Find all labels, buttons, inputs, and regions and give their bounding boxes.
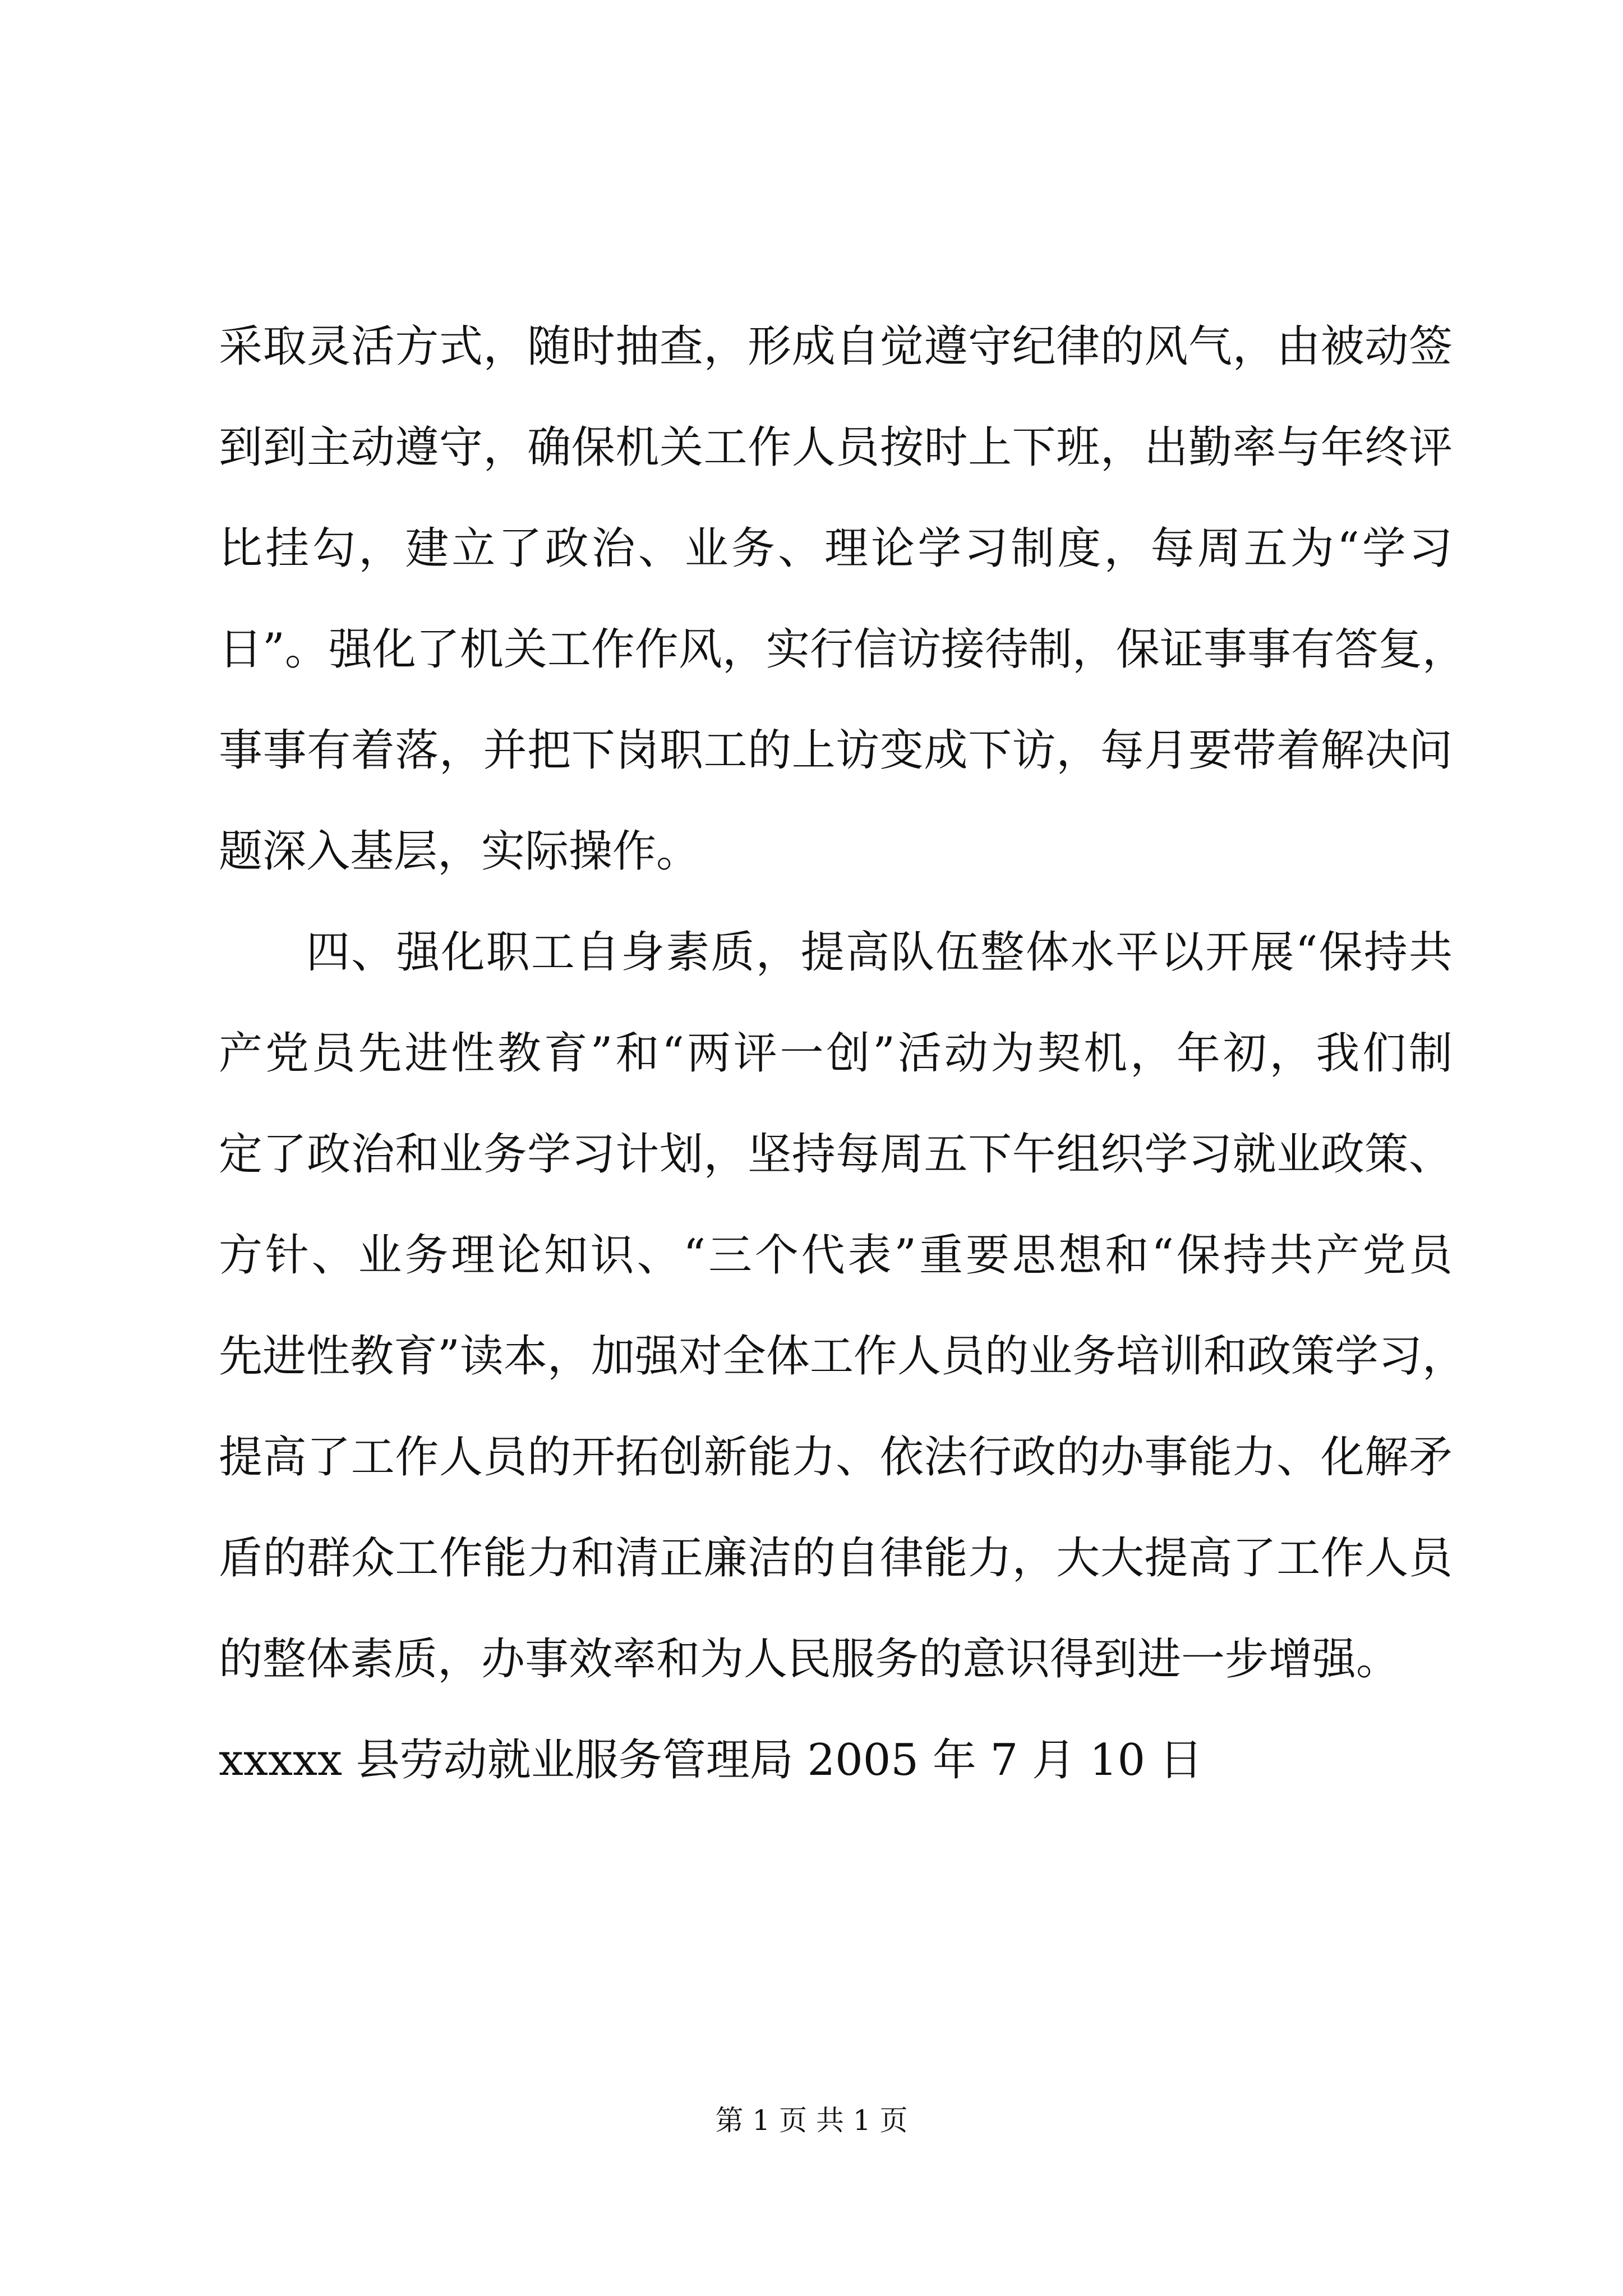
text-line: 产党员先进性教育”和“两评一创”活动为契机，年初，我们制 [219,1028,1453,1079]
text-line: 题深入基层，实际操作。 [219,826,700,877]
text-line: 到到主动遵守，确保机关工作人员按时上下班，出勤率与年终评 [219,422,1453,473]
text-line: 的整体素质，办事效率和为人民服务的意识得到进一步增强。 [219,1634,1400,1685]
text-line: 定了政治和业务学习计划，坚持每周五下午组织学习就业政策、 [219,1129,1453,1180]
text-line: 提高了工作人员的开拓创新能力、依法行政的办事能力、化解矛 [219,1432,1453,1483]
text-line: 事事有着落，并把下岗职工的上访变成下访，每月要带着解决问 [219,725,1453,776]
text-line: 日”。强化了机关工作作风，实行信访接待制，保证事事有答复， [219,624,1466,675]
text-line: 先进性教育”读本，加强对全体工作人员的业务培训和政策学习， [219,1331,1466,1382]
text-line: 采取灵活方式，随时抽查，形成自觉遵守纪律的风气，由被动签 [219,321,1453,372]
text-line: 盾的群众工作能力和清正廉洁的自律能力，大大提高了工作人员 [219,1533,1453,1584]
text-line: 方针、业务理论知识、“三个代表”重要思想和“保持共产党员 [219,1230,1453,1281]
text-line: 比挂勾，建立了政治、业务、理论学习制度，每周五为“学习 [219,523,1453,574]
page-footer: 第 1 页 共 1 页 [715,2104,908,2137]
paragraph-start-line: 四、强化职工自身素质，提高队伍整体水平以开展“保持共 [306,927,1453,978]
signature-line: xxxxx 县劳动就业服务管理局 2005 年 7 月 10 日 [219,1735,1203,1786]
document-body [219,296,1466,1811]
